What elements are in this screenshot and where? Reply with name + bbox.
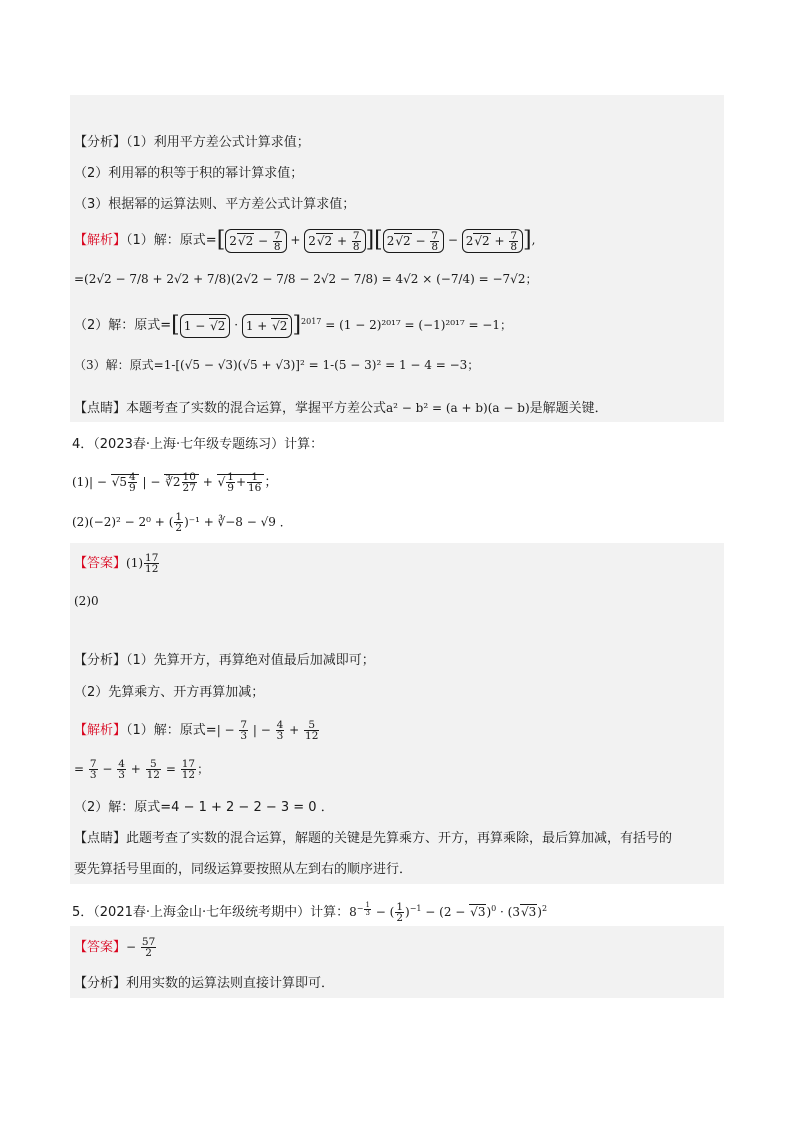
dianjing-line xyxy=(74,399,608,418)
q4-part2-expr: (−2)² − 2⁰ + xyxy=(89,515,169,529)
q4-part2-label: (2) xyxy=(72,515,89,529)
fenxi-line-1 xyxy=(74,134,310,152)
fenxi-line-2: （2）利用幂的积等于积的幂计算求值； xyxy=(74,166,304,181)
q5-answer xyxy=(74,934,157,961)
jiexi-tag: 【解析】 xyxy=(74,233,127,248)
q4-dianjing-text-1: 此题考查了实数的混合运算，解题的关键是先算乘方、开方，再算乘除，最后算加减，有括号的 xyxy=(126,831,673,846)
fenxi-line-3: （3）根据幂的运算法则、平方差公式计算求值； xyxy=(74,197,356,212)
q5-title-line xyxy=(72,896,547,926)
dianjing-tag: 【点睛】 xyxy=(74,401,127,416)
q5-answer-sign: − xyxy=(126,940,140,954)
dianjing-formula: a² − b² = (a + b)(a − b) xyxy=(386,401,530,415)
q4-title: 4．（2023春·上海·七年级专题练习）计算： xyxy=(72,437,324,452)
jiexi-line-1 xyxy=(74,226,535,255)
jiexi-line-3 xyxy=(74,313,512,338)
q4-part2-mid: ⁻¹ + ∛−8 − √9 ． xyxy=(188,515,292,529)
q4-part1-label: (1) xyxy=(72,475,89,489)
q4-jiexi-prefix: （1）解：原式= xyxy=(126,723,217,738)
q4-jiexi-formula: | − $\frac{7}{3}$ | − $\frac{4}{3}$ + $\frac{5}{12}$ xyxy=(216,719,319,742)
jiexi-line-2: =(2√2 − 7/8 + 2√2 + 7/8)(2√2 − 7/8 − 2√2 − 7/8) = 4√2 × (−7/4) = −7√2； xyxy=(74,272,538,286)
q4-dianjing-tag: 【点睛】 xyxy=(74,831,127,846)
q4-fenxi-text-1: （1）先算开方，再算绝对值最后加减即可； xyxy=(126,653,375,668)
jiexi-3-rest: = (1 − 2)²⁰¹⁷ = (−1)²⁰¹⁷ = −1； xyxy=(325,318,512,332)
q5-fenxi-tag: 【分析】 xyxy=(74,976,127,991)
jiexi-prefix: （1）解：原式= xyxy=(126,233,217,248)
q4-answer-1-label: (1) xyxy=(126,556,144,570)
q5-answer-tag: 【答案】 xyxy=(74,940,127,955)
q4-jiexi-tag: 【解析】 xyxy=(74,723,127,738)
jiexi-line-4: （3）解：原式=1-[(√5 − √3)(√5 + √3)]² = 1-(5 − 3)² = 1 − 4 = −3； xyxy=(74,358,480,372)
q5-expr: $8^{- \frac{1}{3}}$ − ( $\frac{1}{2}$ )$^{-1} - (2 - √3)^0 \cdot (3√3)^2$ xyxy=(349,900,548,924)
q4-part1-expr: | − √5 $\frac{4}{9}$ | − ∛2 $\frac{10}{27}$ + √ $\frac{1}{9}$ + $\frac{1}{16}$ xyxy=(89,474,264,489)
q4-answer-1-fraction: $\frac{17}{12}$ xyxy=(145,552,159,575)
fenxi-tag: 【分析】 xyxy=(74,135,127,150)
jiexi-formula-1: [ 2√2 − $\frac{7}{8}$ + 2√2 + $\frac{7}{8}$ ][ 2√2 − $\frac{7}{8}$ − 2√2 + $\frac{7}{8}$ ], xyxy=(216,227,536,253)
q4-part1-end: ； xyxy=(264,475,278,490)
q4-jiexi-1 xyxy=(74,716,320,745)
q4-jiexi-1-cont: = $\frac{7}{3}$ − $\frac{4}{3}$ + $\frac{5}{12}$ = $\frac{17}{12}$ ； xyxy=(74,758,210,781)
q5-title: 5．（2021春·上海金山·七年级统考期中）计算： xyxy=(72,905,350,920)
q4-dianjing-1 xyxy=(74,830,672,848)
q5-fenxi xyxy=(74,975,334,993)
q4-part1 xyxy=(72,469,277,496)
q4-dianjing-2: 要先算括号里面的，同级运算要按照从左到右的顺序进行． xyxy=(74,862,413,877)
q4-answer-1 xyxy=(74,550,160,577)
q4-part2-half: ( $\frac{1}{2}$ ) xyxy=(168,511,189,534)
q4-fenxi-2: （2）先算乘方、开方再算加减； xyxy=(74,685,265,700)
q4-answer-2: (2)0 xyxy=(74,594,99,608)
q4-part2 xyxy=(72,509,292,536)
q4-jiexi-2: （2）解：原式=4 − 1 + 2 − 2 − 3 = 0 ． xyxy=(74,800,334,815)
dianjing-end: 是解题关键． xyxy=(529,401,608,416)
q5-fenxi-text: 利用实数的运算法则直接计算即可． xyxy=(126,976,335,991)
fenxi-text-1: （1）利用平方差公式计算求值； xyxy=(126,135,310,150)
q5-answer-fraction: $\frac{57}{2}$ xyxy=(141,936,156,959)
jiexi-3-formula: [ 1 − √2 · 1 + √2 ]$^{2017}$ xyxy=(171,312,322,338)
q4-fenxi-1 xyxy=(74,652,375,670)
jiexi-3-prefix: （2）解：原式= xyxy=(74,318,172,333)
q4-fenxi-tag: 【分析】 xyxy=(74,653,127,668)
dianjing-text: 本题考查了实数的混合运算，掌握平方差公式 xyxy=(126,401,387,416)
q4-answer-tag: 【答案】 xyxy=(74,556,127,571)
